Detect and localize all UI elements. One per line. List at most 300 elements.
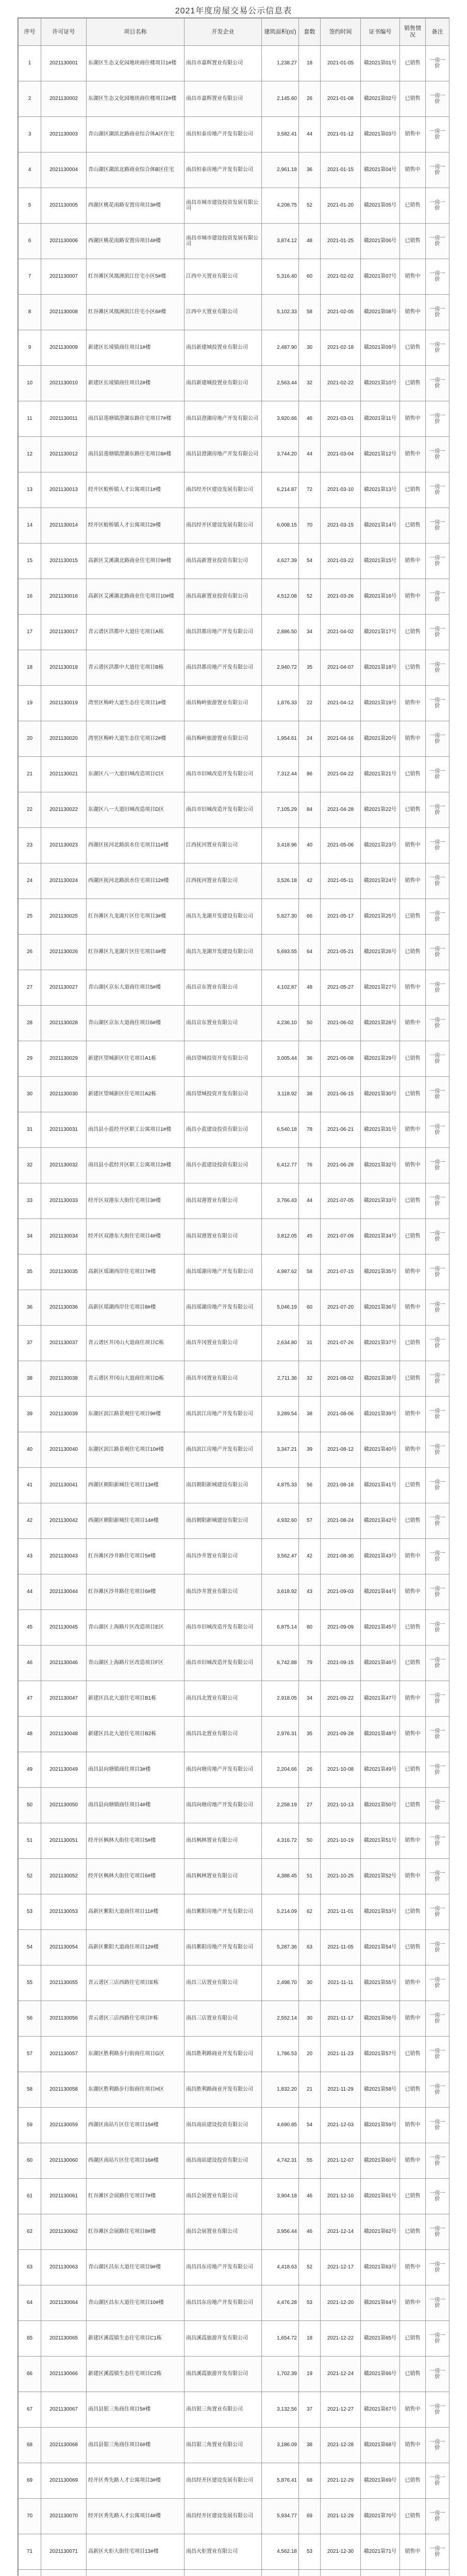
cell-sign-date: 2021-11-23 xyxy=(321,2037,361,2072)
cell-units: 57 xyxy=(299,1503,321,1539)
cell-units: 34 xyxy=(299,1681,321,1717)
cell-developer: 南昌会展置业有限公司 xyxy=(185,2179,262,2214)
cell-index: 59 xyxy=(19,2108,41,2143)
cell-area: 7,105.29 xyxy=(262,792,299,828)
table-row xyxy=(19,1610,449,1646)
table-row xyxy=(19,1894,449,1930)
cell-sign-date: 2021-09-28 xyxy=(321,1717,361,1752)
cell-permit: 2021130033 xyxy=(41,1183,87,1219)
cell-remark: 一房一价 xyxy=(426,1539,449,1574)
cell-index: 58 xyxy=(19,2072,41,2108)
column-header-area: 建筑面积(㎡) xyxy=(262,19,299,46)
cell-project: 经开区枫林大街住宅项目5#楼 xyxy=(87,1823,185,1859)
cell-status: 销售中 xyxy=(400,437,426,472)
cell-project: 青山湖区上海路片区改造项目E区 xyxy=(87,1610,185,1646)
cell-units: 84 xyxy=(299,792,321,828)
cell-permit: 2021130015 xyxy=(41,544,87,579)
cell-project: 西湖区南站片区住宅项目16#楼 xyxy=(87,2143,185,2179)
cell-index: 61 xyxy=(19,2179,41,2214)
cell-permit: 2021130001 xyxy=(41,46,87,81)
cell-permit: 2021130025 xyxy=(41,899,87,935)
cell-cert: 赣2021第24号 xyxy=(361,863,400,899)
cell-sign-date: 2021-12-24 xyxy=(321,2357,361,2392)
cell-developer: 南昌恒泰房地产开发有限公司 xyxy=(185,117,262,152)
cell-index: 30 xyxy=(19,1077,41,1112)
cell-cert: 赣2021第20号 xyxy=(361,721,400,757)
cell-cert: 赣2021第68号 xyxy=(361,2428,400,2463)
cell-status: 已销售 xyxy=(400,46,426,81)
cell-project: 西湖区抚河北路滨水住宅项目12#楼 xyxy=(87,863,185,899)
cell-cert: 赣2021第01号 xyxy=(361,46,400,81)
cell-area: 3,526.18 xyxy=(262,863,299,899)
table-row xyxy=(19,1326,449,1361)
cell-remark: 一房一价 xyxy=(426,2108,449,2143)
cell-remark: 一房一价 xyxy=(426,2357,449,2392)
cell-remark: 一房一价 xyxy=(426,1468,449,1503)
cell-sign-date: 2021-12-14 xyxy=(321,2214,361,2250)
cell-units: 72 xyxy=(299,472,321,508)
cell-developer: 南昌梅岭旅游置业有限公司 xyxy=(185,721,262,757)
cell-area: 2,552.14 xyxy=(262,2001,299,2037)
cell-units: 32 xyxy=(299,366,321,401)
cell-permit: 2021130050 xyxy=(41,1788,87,1823)
cell-status: 已销售 xyxy=(400,1041,426,1077)
cell-cert: 赣2021第57号 xyxy=(361,2037,400,2072)
cell-index: 62 xyxy=(19,2214,41,2250)
cell-area: 2,204.66 xyxy=(262,1752,299,1788)
cell-area: 4,418.63 xyxy=(262,2250,299,2285)
cell-remark: 一房一价 xyxy=(426,1503,449,1539)
cell-permit: 2021130070 xyxy=(41,2499,87,2534)
cell-cert: 赣2021第66号 xyxy=(361,2357,400,2392)
cell-project: 东湖区滨江路景观住宅项目9#楼 xyxy=(87,1397,185,1432)
cell-sign-date: 2021-08-12 xyxy=(321,1432,361,1468)
cell-area: 1,702.39 xyxy=(262,2357,299,2392)
cell-developer: 南昌向塘房地产开发有限公司 xyxy=(185,1752,262,1788)
cell-remark: 一房一价 xyxy=(426,935,449,970)
cell-area: 3,812.05 xyxy=(262,1219,299,1255)
cell-units: 18 xyxy=(299,2321,321,2357)
cell-area: 6,214.87 xyxy=(262,472,299,508)
cell-index: 23 xyxy=(19,828,41,863)
cell-status: 已销售 xyxy=(400,2357,426,2392)
cell-project: 东湖区生态文化园地块商住楼项目2#楼 xyxy=(87,81,185,117)
cell-units: 22 xyxy=(299,686,321,721)
table-row xyxy=(19,152,449,188)
cell-sign-date: 2021-01-08 xyxy=(321,81,361,117)
column-header-cert: 证书编号 xyxy=(361,19,400,46)
cell-permit: 2021130036 xyxy=(41,1290,87,1326)
cell-units: 38 xyxy=(299,1077,321,1112)
cell-index: 37 xyxy=(19,1326,41,1361)
cell-developer: 南昌瑶湖房地产开发有限公司 xyxy=(185,1255,262,1290)
cell-project: 青山湖区京东大道商住项目5#楼 xyxy=(87,970,185,1006)
cell-project: 高新区紫阳大道商住项目12#楼 xyxy=(87,1930,185,1965)
cell-permit: 2021130068 xyxy=(41,2428,87,2463)
cell-permit: 2021130053 xyxy=(41,1894,87,1930)
cell-remark: 一房一价 xyxy=(426,863,449,899)
cell-status: 销售中 xyxy=(400,863,426,899)
table-row xyxy=(19,1361,449,1397)
cell-permit: 2021130002 xyxy=(41,81,87,117)
table-row xyxy=(19,330,449,366)
cell-cert: 赣2021第08号 xyxy=(361,295,400,330)
cell-index: 66 xyxy=(19,2357,41,2392)
cell-sign-date: 2021-06-08 xyxy=(321,1041,361,1077)
cell-project: 红谷滩区凤凰洲滨江住宅小区5#楼 xyxy=(87,259,185,295)
cell-units: 44 xyxy=(299,1183,321,1219)
cell-permit: 2021130017 xyxy=(41,615,87,650)
cell-cert: 赣2021第25号 xyxy=(361,899,400,935)
cell-remark: 一房一价 xyxy=(426,1788,449,1823)
table-row xyxy=(19,117,449,152)
cell-permit: 2021130034 xyxy=(41,1219,87,1255)
column-header-sign-date: 签约时间 xyxy=(321,19,361,46)
cell-area: 6,742.88 xyxy=(262,1646,299,1681)
cell-remark: 一房一价 xyxy=(426,1717,449,1752)
cell-cert: 赣2021第04号 xyxy=(361,152,400,188)
cell-index: 8 xyxy=(19,295,41,330)
column-header-units: 套数 xyxy=(299,19,321,46)
cell-developer: 南昌望城投资开发有限公司 xyxy=(185,1041,262,1077)
cell-sign-date: 2021-04-02 xyxy=(321,615,361,650)
table-row xyxy=(19,2179,449,2214)
cell-developer xyxy=(185,2570,262,2576)
cell-status: 销售中 xyxy=(400,1717,426,1752)
cell-developer: 南昌恒泰房地产开发有限公司 xyxy=(185,152,262,188)
cell-project: 红谷滩区九龙湖片区住宅项目4#楼 xyxy=(87,935,185,970)
cell-remark: 一房一价 xyxy=(426,2463,449,2499)
cell-developer: 南昌紫阳房地产开发有限公司 xyxy=(185,1930,262,1965)
table-row xyxy=(19,2570,449,2576)
cell-permit: 2021130005 xyxy=(41,188,87,224)
cell-units: 66 xyxy=(299,899,321,935)
cell-remark: 一房一价 xyxy=(426,2037,449,2072)
cell-units: 40 xyxy=(299,828,321,863)
cell-remark: 一房一价 xyxy=(426,188,449,224)
cell-status: 已销售 xyxy=(400,508,426,544)
cell-status: 已销售 xyxy=(400,2463,426,2499)
cell-sign-date: 2021-11-01 xyxy=(321,1894,361,1930)
cell-status: 销售中 xyxy=(400,117,426,152)
table-row xyxy=(19,686,449,721)
cell-status: 已销售 xyxy=(400,1610,426,1646)
cell-index: 27 xyxy=(19,970,41,1006)
cell-area: 2,145.60 xyxy=(262,81,299,117)
cell-index: 47 xyxy=(19,1681,41,1717)
cell-status: 已销售 xyxy=(400,1646,426,1681)
table-row xyxy=(19,1539,449,1574)
cell-cert: 赣2021第10号 xyxy=(361,366,400,401)
cell-project: 青山湖区上海路片区改造项目F区 xyxy=(87,1646,185,1681)
cell-project: 南昌县莲塘镇澄湖东路住宅项目8#楼 xyxy=(87,437,185,472)
cell-sign-date: 2021-08-24 xyxy=(321,1503,361,1539)
cell-index: 42 xyxy=(19,1503,41,1539)
cell-developer: 南昌会展置业有限公司 xyxy=(185,2214,262,2250)
cell-permit: 2021130003 xyxy=(41,117,87,152)
cell-units: 37 xyxy=(299,2392,321,2428)
cell-sign-date: 2021-12-29 xyxy=(321,2499,361,2534)
cell-cert: 赣2021第31号 xyxy=(361,1112,400,1148)
cell-cert: 赣2021第59号 xyxy=(361,2108,400,2143)
cell-cert: 赣2021第32号 xyxy=(361,1148,400,1183)
cell-units: 68 xyxy=(299,2463,321,2499)
cell-developer: 南昌京东置业有限公司 xyxy=(185,1006,262,1041)
cell-area: 2,711.36 xyxy=(262,1361,299,1397)
cell-remark: 一房一价 xyxy=(426,1823,449,1859)
cell-remark: 一房一价 xyxy=(426,1965,449,2001)
transaction-table xyxy=(18,18,449,2576)
cell-remark: 一房一价 xyxy=(426,508,449,544)
cell-units: 31 xyxy=(299,1326,321,1361)
cell-permit: 2021130014 xyxy=(41,508,87,544)
cell-sign-date: 2021-03-15 xyxy=(321,508,361,544)
cell-developer: 南昌市嘉辉置业有限公司 xyxy=(185,81,262,117)
cell-area: 5,934.77 xyxy=(262,2499,299,2534)
cell-sign-date: 2021-01-12 xyxy=(321,117,361,152)
cell-sign-date: 2021-05-06 xyxy=(321,828,361,863)
cell-status: 销售中 xyxy=(400,1290,426,1326)
cell-index: 3 xyxy=(19,117,41,152)
cell-remark: 一房一价 xyxy=(426,1148,449,1183)
cell-area: 4,987.62 xyxy=(262,1255,299,1290)
cell-project: 湾里区梅岭大道生态住宅项目1#楼 xyxy=(87,686,185,721)
cell-cert: 赣2021第02号 xyxy=(361,81,400,117)
cell-permit: 2021130028 xyxy=(41,1006,87,1041)
cell-index: 19 xyxy=(19,686,41,721)
cell-developer: 南昌洪都房地产开发有限公司 xyxy=(185,615,262,650)
cell-remark: 一房一价 xyxy=(426,2179,449,2214)
cell-remark: 一房一价 xyxy=(426,615,449,650)
cell-permit: 2021130016 xyxy=(41,579,87,615)
cell-project: 经开区秀先路人才公寓项目4#楼 xyxy=(87,2499,185,2534)
cell-area: 2,961.18 xyxy=(262,152,299,188)
cell-project: 西湖区桃花南路安置房项目3#楼 xyxy=(87,188,185,224)
cell-sign-date: 2021-04-22 xyxy=(321,757,361,792)
cell-status: 销售中 xyxy=(400,401,426,437)
cell-cert: 赣2021第71号 xyxy=(361,2534,400,2570)
cell-sign-date: 2021-03-04 xyxy=(321,437,361,472)
cell-sign-date: 2021-12-27 xyxy=(321,2392,361,2428)
cell-remark: 一房一价 xyxy=(426,401,449,437)
cell-remark: 一房一价 xyxy=(426,46,449,81)
cell-units: 86 xyxy=(299,757,321,792)
table-body xyxy=(19,46,449,2576)
cell-remark: 一房一价 xyxy=(426,2499,449,2534)
cell-sign-date: 2021-08-18 xyxy=(321,1468,361,1503)
cell-project: 经开区枫林大街住宅项目6#楼 xyxy=(87,1859,185,1894)
cell-status: 销售中 xyxy=(400,1574,426,1610)
cell-developer: 南昌市城市建设投资发展有限公司 xyxy=(185,188,262,224)
table-row xyxy=(19,1574,449,1610)
table-row xyxy=(19,1717,449,1752)
cell-status: 销售中 xyxy=(400,2428,426,2463)
cell-project: 东湖区生态文化园地块商住楼项目1#楼 xyxy=(87,46,185,81)
cell-index: 71 xyxy=(19,2534,41,2570)
cell-remark: 一房一价 xyxy=(426,2001,449,2037)
cell-remark: 一房一价 xyxy=(426,1361,449,1397)
cell-area: 4,512.08 xyxy=(262,579,299,615)
cell-status: 销售中 xyxy=(400,544,426,579)
cell-project: 高新区紫阳大道商住项目11#楼 xyxy=(87,1894,185,1930)
cell-sign-date xyxy=(321,2570,361,2576)
cell-cert: 赣2021第23号 xyxy=(361,828,400,863)
cell-units: 50 xyxy=(299,1006,321,1041)
cell-area: 3,744.20 xyxy=(262,437,299,472)
cell-area: 1,876.33 xyxy=(262,686,299,721)
table-row xyxy=(19,1112,449,1148)
table-row xyxy=(19,472,449,508)
cell-sign-date: 2021-12-29 xyxy=(321,2463,361,2499)
cell-project: 高新区瑶湖西岸住宅项目7#楼 xyxy=(87,1255,185,1290)
table-row xyxy=(19,2463,449,2499)
table-header-row xyxy=(19,19,449,46)
cell-units: 30 xyxy=(299,330,321,366)
cell-remark: 一房一价 xyxy=(426,579,449,615)
cell-permit: 2021130043 xyxy=(41,1539,87,1574)
cell-units: 46 xyxy=(299,401,321,437)
cell-index: 18 xyxy=(19,650,41,686)
cell-status: 销售中 xyxy=(400,1432,426,1468)
cell-cert: 赣2021第60号 xyxy=(361,2143,400,2179)
cell-cert: 赣2021第07号 xyxy=(361,259,400,295)
cell-area: 5,316.40 xyxy=(262,259,299,295)
table-row xyxy=(19,1646,449,1681)
cell-status: 已销售 xyxy=(400,2321,426,2357)
cell-status: 销售中 xyxy=(400,2534,426,2570)
cell-status: 已销售 xyxy=(400,2037,426,2072)
cell-status: 已销售 xyxy=(400,615,426,650)
cell-area: 5,046.19 xyxy=(262,1290,299,1326)
cell-project: 高新区艾溪湖北路商业住宅项目9#楼 xyxy=(87,544,185,579)
cell-permit: 2021130032 xyxy=(41,1148,87,1183)
cell-developer: 南昌三店置业有限公司 xyxy=(185,1965,262,2001)
cell-sign-date: 2021-12-10 xyxy=(321,2179,361,2214)
cell-units: 54 xyxy=(299,2108,321,2143)
cell-sign-date: 2021-02-05 xyxy=(321,295,361,330)
cell-sign-date: 2021-11-11 xyxy=(321,1965,361,2001)
cell-cert: 赣2021第63号 xyxy=(361,2250,400,2285)
cell-units: 58 xyxy=(299,295,321,330)
cell-units: 60 xyxy=(299,1290,321,1326)
cell-index: 64 xyxy=(19,2285,41,2321)
cell-remark: 一房一价 xyxy=(426,970,449,1006)
cell-units: 78 xyxy=(299,1112,321,1148)
column-header-remark: 备注 xyxy=(426,19,449,46)
table-row xyxy=(19,615,449,650)
cell-developer: 南昌市旧城改造开发有限公司 xyxy=(185,792,262,828)
table-row xyxy=(19,81,449,117)
cell-developer: 南昌银三角置业有限公司 xyxy=(185,2428,262,2463)
cell-cert xyxy=(361,2570,400,2576)
cell-area: 4,316.72 xyxy=(262,1823,299,1859)
cell-index: 20 xyxy=(19,721,41,757)
cell-remark: 一房一价 xyxy=(426,1006,449,1041)
cell-units: 76 xyxy=(299,1148,321,1183)
cell-units: 51 xyxy=(299,1859,321,1894)
cell-status: 销售中 xyxy=(400,686,426,721)
cell-developer: 南昌滨江房地产开发有限公司 xyxy=(185,1432,262,1468)
cell-area: 3,618.92 xyxy=(262,1574,299,1610)
cell-cert: 赣2021第64号 xyxy=(361,2285,400,2321)
cell-sign-date: 2021-09-15 xyxy=(321,1646,361,1681)
cell-status: 销售中 xyxy=(400,2143,426,2179)
cell-remark: 一房一价 xyxy=(426,1574,449,1610)
cell-cert: 赣2021第49号 xyxy=(361,1752,400,1788)
cell-developer: 南昌望城投资开发有限公司 xyxy=(185,1077,262,1112)
cell-area: 1,654.72 xyxy=(262,2321,299,2357)
cell-permit: 2021130052 xyxy=(41,1859,87,1894)
cell-developer: 南昌胜利路商业开发有限公司 xyxy=(185,2072,262,2108)
cell-index: 54 xyxy=(19,1930,41,1965)
cell-area: 4,236.10 xyxy=(262,1006,299,1041)
cell-permit: 2021130045 xyxy=(41,1610,87,1646)
cell-permit: 2021130056 xyxy=(41,2001,87,2037)
cell-project: 红谷滩区沙井路住宅项目5#楼 xyxy=(87,1539,185,1574)
table-row xyxy=(19,579,449,615)
cell-developer: 南昌经开区建设发展有限公司 xyxy=(185,508,262,544)
cell-permit: 2021130027 xyxy=(41,970,87,1006)
cell-sign-date: 2021-04-07 xyxy=(321,650,361,686)
cell-area: 4,742.31 xyxy=(262,2143,299,2179)
cell-permit: 2021130071 xyxy=(41,2534,87,2570)
cell-remark: 一房一价 xyxy=(426,792,449,828)
cell-permit: 2021130035 xyxy=(41,1255,87,1290)
cell-cert: 赣2021第51号 xyxy=(361,1823,400,1859)
cell-project: 红谷滩区九龙湖片区住宅项目3#楼 xyxy=(87,899,185,935)
cell-permit: 2021130020 xyxy=(41,721,87,757)
cell-area: 5,876.41 xyxy=(262,2463,299,2499)
cell-sign-date: 2021-12-17 xyxy=(321,2250,361,2285)
cell-developer: 南昌南站建设投资有限公司 xyxy=(185,2143,262,2179)
cell-cert: 赣2021第27号 xyxy=(361,970,400,1006)
cell-permit: 2021130057 xyxy=(41,2037,87,2072)
cell-units: 80 xyxy=(299,1610,321,1646)
cell-index: 56 xyxy=(19,2001,41,2037)
cell-units: 44 xyxy=(299,117,321,152)
cell-sign-date: 2021-12-20 xyxy=(321,2285,361,2321)
cell-area: 1,832.20 xyxy=(262,2072,299,2108)
cell-remark: 一房一价 xyxy=(426,650,449,686)
cell-sign-date: 2021-05-17 xyxy=(321,899,361,935)
cell-developer: 南昌高新置业投资有限公司 xyxy=(185,544,262,579)
cell-units: 79 xyxy=(299,1646,321,1681)
cell-remark: 一房一价 xyxy=(426,757,449,792)
cell-status: 已销售 xyxy=(400,366,426,401)
cell-index: 45 xyxy=(19,1610,41,1646)
cell-status: 销售中 xyxy=(400,2250,426,2285)
column-header-project: 项目名称 xyxy=(87,19,185,46)
cell-index: 13 xyxy=(19,472,41,508)
cell-permit: 2021130051 xyxy=(41,1823,87,1859)
cell-developer: 南昌井冈置业有限公司 xyxy=(185,1361,262,1397)
cell-project: 湾里区梅岭大道生态住宅项目2#楼 xyxy=(87,721,185,757)
cell-permit: 2021130010 xyxy=(41,366,87,401)
cell-index: 68 xyxy=(19,2428,41,2463)
cell-status: 已销售 xyxy=(400,188,426,224)
cell-cert: 赣2021第13号 xyxy=(361,472,400,508)
table-row xyxy=(19,2428,449,2463)
cell-remark: 一房一价 xyxy=(426,1290,449,1326)
cell-units: 30 xyxy=(299,1965,321,2001)
cell-developer: 南昌新建城投置业有限公司 xyxy=(185,366,262,401)
cell-project: 青山湖区湖滨北路商业综合体B区住宅 xyxy=(87,152,185,188)
cell-cert: 赣2021第44号 xyxy=(361,1574,400,1610)
cell-project: 东湖区八一大道旧城改造项目D区 xyxy=(87,792,185,828)
cell-cert: 赣2021第05号 xyxy=(361,188,400,224)
cell-remark: 一房一价 xyxy=(426,2285,449,2321)
cell-cert: 赣2021第36号 xyxy=(361,1290,400,1326)
